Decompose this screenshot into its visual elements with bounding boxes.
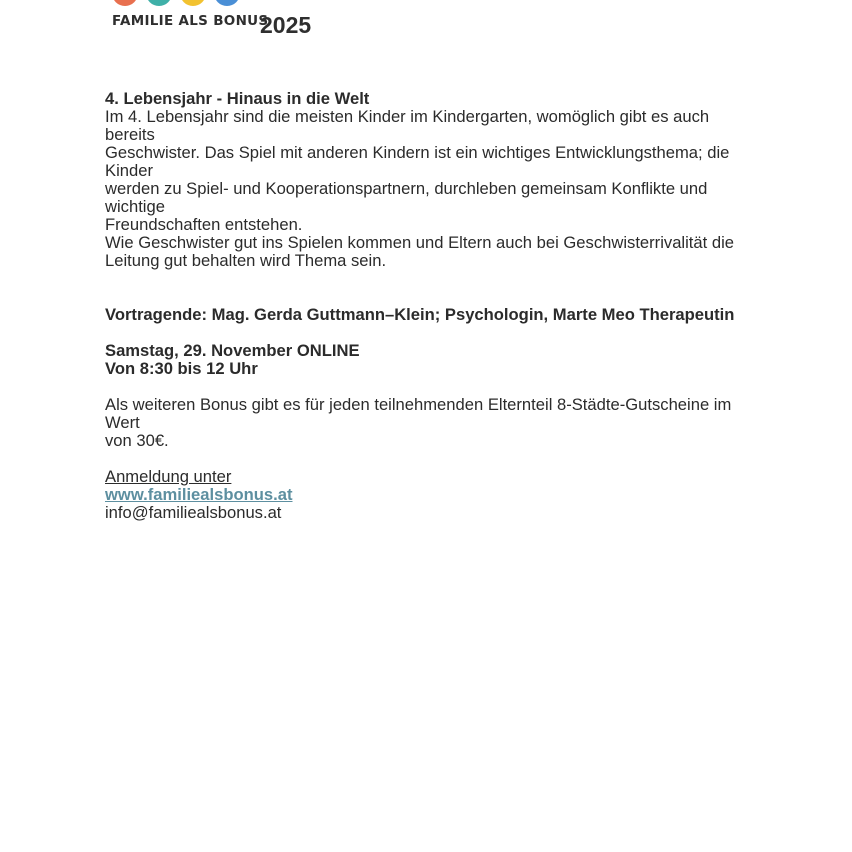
body-line: Wie Geschwister gut ins Spielen kommen und Eltern auch bei Geschwisterrivalität die: [105, 233, 734, 252]
email-address[interactable]: info@familiealsbonus.at: [105, 503, 282, 522]
body-line: werden zu Spiel- und Kooperationspartnern, durchleben gemeinsam Konflikte und wichtige: [105, 179, 708, 216]
fabo-logo: [112, 0, 322, 42]
bonus-line: von 30€.: [105, 431, 169, 450]
body-line: Leitung gut behalten wird Thema sein.: [105, 251, 387, 270]
body-line: Freundschaften entstehen.: [105, 215, 303, 234]
section-heading: 4. Lebensjahr - Hinaus in die Welt: [105, 89, 370, 108]
logo-year: 2025: [260, 12, 312, 38]
bonus-line: Als weiteren Bonus gibt es für jeden teilnehmenden Elternteil 8-Städte-Gutscheine im Wert: [105, 395, 732, 432]
logo-letter-4: [214, 0, 240, 6]
logo-tagline: FAMILIE ALS BONUS: [112, 13, 269, 29]
body-line: Geschwister. Das Spiel mit anderen Kindern ist ein wichtiges Entwicklungsthema; die Kinder: [105, 143, 730, 180]
logo-letter-2: [146, 0, 172, 6]
logo-letters: [112, 0, 252, 6]
registration-label: Anmeldung unter: [105, 467, 232, 486]
logo-letter-3: [180, 0, 206, 6]
event-date: Samstag, 29. November ONLINE: [105, 341, 360, 360]
section-body: [105, 108, 755, 270]
speaker-line: Vortragende: Mag. Gerda Guttmann–Klein; Psychologin, Marte Meo Therapeutin: [105, 305, 735, 324]
event-time: Von 8:30 bis 12 Uhr: [105, 359, 258, 378]
body-line: Im 4. Lebensjahr sind die meisten Kinder im Kindergarten, womöglich gibt es auch bereits: [105, 107, 710, 144]
website-link[interactable]: www.familiealsbonus.at: [105, 485, 293, 504]
document-body: [105, 90, 755, 522]
logo-letter-1: [112, 0, 138, 6]
